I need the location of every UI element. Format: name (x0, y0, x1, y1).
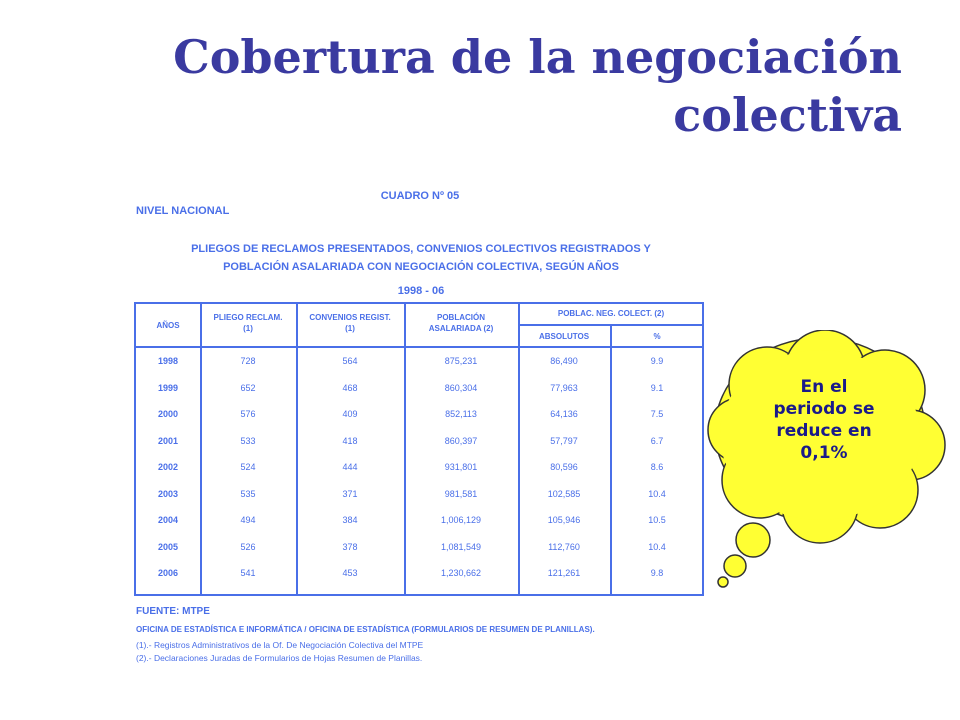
table-cell: 524 (240, 462, 256, 472)
callout-line1: En el (800, 377, 848, 397)
table-level: NIVEL NACIONAL (136, 205, 230, 217)
table-description-line1: PLIEGOS DE RECLAMOS PRESENTADOS, CONVENIOS COLECTIVOS REGISTRADOS Y (191, 243, 651, 255)
header-anos: AÑOS (156, 321, 180, 330)
table-cell: 409 (342, 409, 358, 419)
table-year-cell: 2004 (157, 515, 179, 525)
table-cell: 494 (240, 515, 256, 525)
table-year-cell: 2000 (157, 409, 179, 419)
table-cell: 576 (240, 409, 256, 419)
header-pliego-line2: (1) (243, 324, 253, 333)
table-cell: 418 (342, 435, 358, 446)
table-description (136, 240, 706, 276)
cloud-trail (718, 523, 770, 587)
table-cell: 1,081,549 (440, 541, 482, 552)
table-cell: 1,006,129 (440, 515, 482, 525)
table-cell: 9.8 (650, 568, 664, 578)
callout-text (752, 376, 896, 464)
table-cell: 8.6 (650, 462, 664, 472)
table-cell: 64,136 (550, 409, 578, 419)
table-cell: 57,797 (550, 435, 578, 446)
table-cell: 10.4 (648, 488, 666, 499)
header-pliego (200, 312, 296, 334)
header-absolutos: ABSOLUTOS (538, 332, 590, 341)
header-convenios (296, 312, 404, 334)
source-label: FUENTE: MTPE (136, 606, 210, 617)
table-year-cell: 2003 (157, 488, 179, 499)
table-cell: 86,490 (550, 356, 578, 366)
table-cell: 468 (342, 382, 358, 393)
table-year-cell: 2002 (157, 462, 179, 472)
footnote-2: (2).- Declaraciones Juradas de Formularios de Hojas Resumen de Planillas. (136, 653, 423, 663)
thought-cloud (705, 330, 955, 600)
cloud-trail-dot (724, 555, 746, 577)
table-year-cell: 1999 (157, 382, 179, 393)
table-cell: 652 (240, 382, 256, 393)
table-number: CUADRO Nº 05 (380, 190, 460, 202)
table-cell: 7.5 (650, 409, 664, 419)
table-year-cell: 2006 (157, 568, 179, 578)
header-convenios-line2: (1) (345, 324, 355, 333)
table-year-cell: 1998 (157, 356, 179, 366)
slide-title-line1: Cobertura de la negociación (173, 30, 902, 84)
table-description-line2: POBLACIÓN ASALARIADA CON NEGOCIACIÓN COLECTIVA, SEGÚN AÑOS (223, 261, 619, 273)
header-pliego-line1: PLIEGO RECLAM. (213, 313, 283, 322)
data-table (134, 302, 704, 596)
table-cell: 102,585 (547, 488, 581, 499)
slide-title-line2: colectiva (673, 88, 902, 142)
table-cell: 564 (342, 356, 358, 366)
table-cell: 378 (342, 541, 358, 552)
header-poblac-neg: POBLAC. NEG. COLECT. (2) (557, 309, 665, 318)
table-divider (136, 346, 702, 348)
table-cell: 105,946 (547, 515, 581, 525)
table-cell: 1,230,662 (440, 568, 482, 578)
header-convenios-line1: CONVENIOS REGIST. (309, 313, 391, 322)
table-year-cell: 2001 (157, 435, 179, 446)
table-cell: 112,760 (548, 541, 580, 552)
table-cell: 444 (342, 462, 358, 472)
table-cell: 10.4 (648, 541, 666, 552)
callout-line2: periodo se (773, 399, 875, 419)
header-poblacion (404, 312, 518, 334)
header-poblacion-line2: ASALARIADA (2) (428, 324, 494, 333)
table-cell: 6.7 (650, 435, 664, 446)
slide-title (82, 28, 902, 144)
table-cell: 535 (240, 488, 256, 499)
table-year-cell: 2005 (157, 541, 179, 552)
table-cell: 371 (342, 488, 358, 499)
header-pct: % (653, 332, 661, 341)
table-cell: 541 (240, 568, 256, 578)
table-cell: 931,801 (444, 462, 478, 472)
callout-line3: reduce en (776, 421, 872, 441)
callout-line4: 0,1% (800, 443, 848, 463)
table-cell: 453 (342, 568, 358, 578)
table-cell: 852,113 (445, 409, 477, 419)
table-cell: 384 (342, 515, 358, 525)
table-cell: 728 (240, 356, 256, 366)
table-cell: 860,397 (444, 435, 478, 446)
table-cell: 533 (240, 435, 256, 446)
table-cell: 875,231 (444, 356, 478, 366)
table-period: 1998 - 06 (397, 285, 445, 297)
header-poblacion-line1: POBLACIÓN (437, 313, 485, 322)
table-cell: 9.1 (650, 382, 664, 393)
source-office: OFICINA DE ESTADÍSTICA E INFORMÁTICA / OFICINA DE ESTADÍSTICA (FORMULARIOS DE RESUMEN DE PLANILLAS). (136, 625, 595, 634)
table-cell: 77,963 (550, 382, 578, 393)
cloud-trail-dot (718, 577, 728, 587)
footnote-1: (1).- Registros Administrativos de la Of. De Negociación Colectiva del MTPE (136, 640, 424, 650)
table-cell: 9.9 (650, 356, 664, 366)
cloud-trail-dot (736, 523, 770, 557)
table-divider (518, 324, 702, 326)
table-cell: 526 (240, 541, 256, 552)
table-cell: 860,304 (444, 382, 478, 393)
table-cell: 80,596 (550, 462, 578, 472)
table-cell: 10.5 (648, 515, 666, 525)
table-cell: 981,581 (444, 488, 478, 499)
table-cell: 121,261 (547, 568, 581, 578)
